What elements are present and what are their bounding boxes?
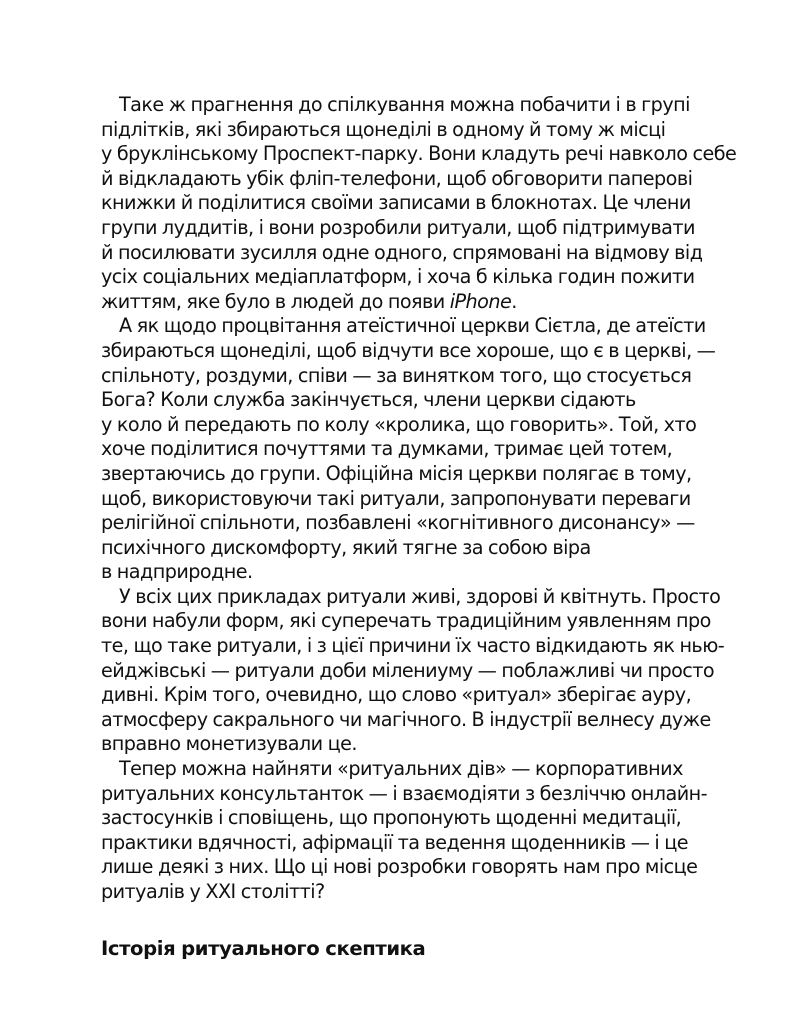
text-line: збираються щонеділі, щоб відчути все хороше, що є в церкві, — (101, 338, 716, 362)
text-line: звертаючись до групи. Офіційна місія церкви полягає в тому, (101, 461, 692, 485)
paragraph-atheist-church (101, 314, 716, 585)
text-line: ритуальних консультанток — і взаємодіяти з безліччю онлайн- (101, 781, 707, 805)
text-line: Тепер можна найняти «ритуальних дів» — корпоративних (119, 757, 683, 781)
text-line: атмосферу сакрального чи магічного. В індустрії велнесу дуже (101, 707, 711, 731)
section-heading: Історія ритуального скептика (101, 936, 426, 960)
text-line: усіх соціальних медіаплатформ, і хоча б кілька годин пожити (101, 265, 695, 289)
text-line: підлітків, які збираються щонеділі в одному й тому ж місці (101, 117, 666, 141)
paragraph-rituals-alive (101, 584, 725, 757)
text-line: вправно монетизували це. (101, 732, 357, 756)
text-line-with-emphasis (101, 290, 699, 315)
text-fragment: . (511, 289, 517, 313)
paragraph-ritual-consultants (101, 757, 707, 905)
text-line: книжки й поділитися своїми записами в блокнотах. Це члени (101, 191, 691, 215)
text-line: релігійної спільноти, позбавлені «когнітивного дисонансу» — (101, 511, 695, 535)
text-line: те, що таке ритуали, і з цієї причини їх часто відкидають як нью- (101, 634, 725, 658)
text-line: й посилювати зусилля одне одного, спрямовані на відмову від (101, 240, 703, 264)
text-line: застосунків і сповіщень, що пропонують щоденні медитації, (101, 806, 682, 830)
text-line: лише деякі з них. Що ці нові розробки говорять нам про місце (101, 855, 698, 879)
text-line: ритуалів у XXI столітті? (101, 880, 325, 903)
text-line: групи луддитів, і вони розробили ритуали, щоб підтримувати (101, 215, 695, 239)
text-line: спільноту, роздуми, співи — за винятком того, що стосується (101, 363, 692, 387)
text-line: вони набули форм, які суперечать традиційним уявленням про (101, 609, 711, 633)
text-line: хоче поділитися почуттями та думками, тримає цей тотем, (101, 437, 673, 461)
text-line: дивні. Крім того, очевидно, що слово «ритуал» зберігає ауру, (101, 683, 692, 707)
book-page (101, 93, 737, 961)
text-line: щоб, використовуючи такі ритуали, запропонувати переваги (101, 486, 691, 510)
text-line: Таке ж прагнення до спілкування можна побачити і в групі (119, 93, 690, 116)
text-line: Бога? Коли служба закінчується, члени церкви сідають (101, 388, 636, 412)
text-line: ейджівські — ритуали доби мілениуму — поблажливі чи просто (101, 658, 715, 682)
text-line: в надприродне. (101, 560, 253, 584)
emphasized-term: iPhone (449, 289, 512, 313)
text-fragment: життям, яке було в людей до появи (101, 289, 450, 313)
text-line: й відкладають убік фліп-телефони, щоб обговорити паперові (101, 166, 693, 190)
text-line: психічного дискомфорту, який тягне за собою віра (101, 535, 591, 559)
text-line: практики вдячності, афірмації та ведення щоденників — і це (101, 830, 689, 854)
paragraph-luddites (101, 93, 737, 314)
text-line: А як щодо процвітання атеїстичної церкви Сієтла, де атеїсти (119, 314, 706, 338)
text-line: У всіх цих прикладах ритуали живі, здорові й квітнуть. Просто (119, 584, 721, 608)
text-line: у бруклінському Проспект-парку. Вони кладуть речі навколо себе (101, 142, 737, 166)
text-line: у коло й передають по колу «кролика, що говорить». Той, хто (101, 412, 697, 436)
